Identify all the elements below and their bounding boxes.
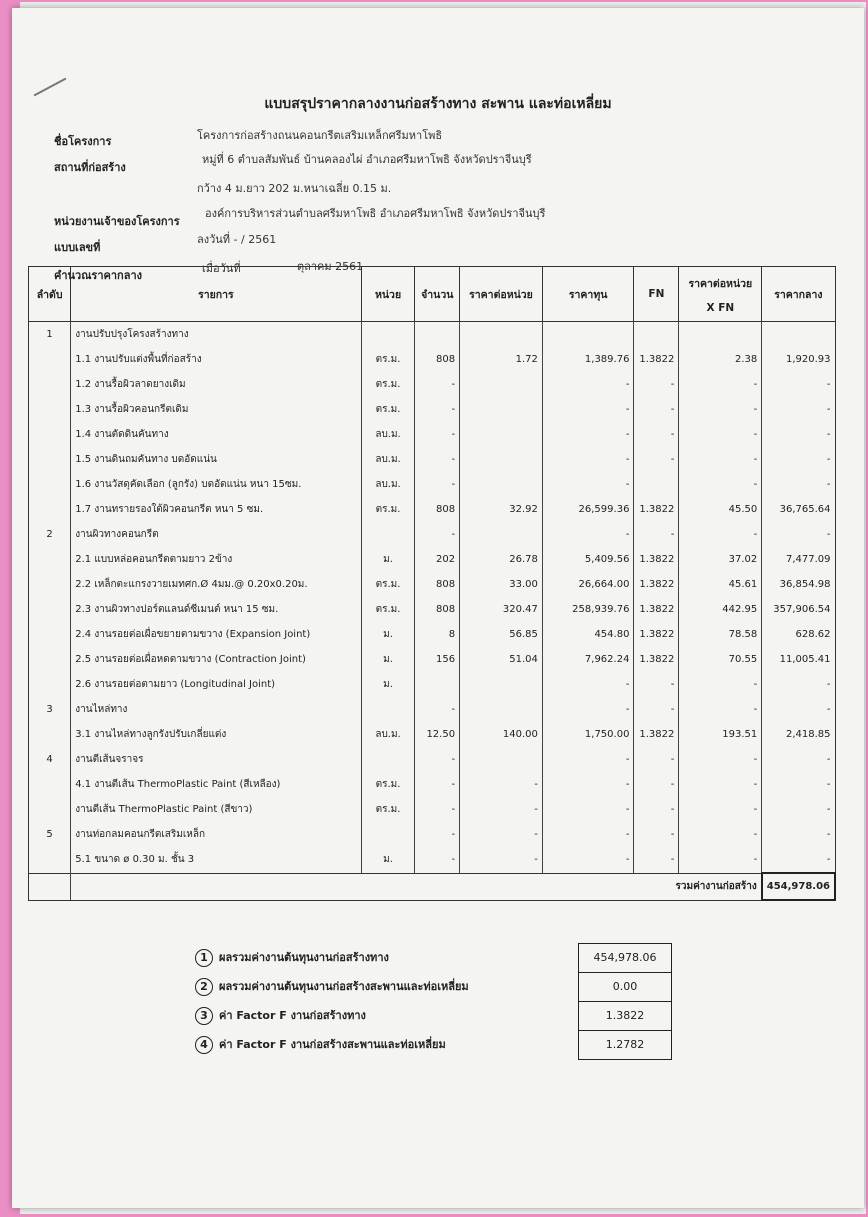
cell-upfn: - (679, 447, 762, 472)
cell-cost: - (542, 422, 634, 447)
cell-mid: 11,005.41 (762, 647, 835, 672)
cell-qty: - (415, 697, 460, 722)
cell-up: 320.47 (460, 597, 543, 622)
table-row (29, 572, 836, 597)
cell-unit: ตร.ม. (361, 397, 415, 422)
dimensions: กว้าง 4 ม.ยาว 202 ม.หนาเฉลี่ย 0.15 ม. (197, 182, 392, 195)
cell-item: 5.1 ขนาด ø 0.30 ม. ชั้น 3 (71, 847, 361, 873)
cell-item: 2.4 งานรอยต่อเผื่อขยายตามขวาง (Expansion Joint) (71, 622, 361, 647)
cell-mid: 1,920.93 (762, 347, 835, 372)
summary-value: 1.2782 (578, 1030, 672, 1060)
summary-line (195, 948, 389, 967)
cell-qty: 808 (415, 497, 460, 522)
cell-up (460, 447, 543, 472)
summary-number: 3 (195, 1007, 213, 1025)
cell-upfn: - (679, 797, 762, 822)
cell-item: 2.5 งานรอยต่อเผื่อหดตามขวาง (Contraction Joint) (71, 647, 361, 672)
cell-unit: ลบ.ม. (361, 422, 415, 447)
cell-cost: 7,962.24 (542, 647, 634, 672)
table-row (29, 397, 836, 422)
cell-unit: ตร.ม. (361, 572, 415, 597)
cost-table (28, 266, 836, 901)
cell-fn: 1.3822 (634, 547, 679, 572)
cell-qty: 8 (415, 622, 460, 647)
cell-item: 1.3 งานรื้อผิวคอนกรีตเดิม (71, 397, 361, 422)
location-label: สถานที่ก่อสร้าง (54, 161, 126, 174)
cell-upfn: 442.95 (679, 597, 762, 622)
summary-label: ค่า Factor F งานก่อสร้างสะพานและท่อเหลี่ยม (219, 1038, 446, 1051)
cell-mid: - (762, 847, 835, 873)
table-row (29, 647, 836, 672)
cell-fn: - (634, 747, 679, 772)
cell-qty: - (415, 522, 460, 547)
cell-no: 1 (29, 322, 71, 348)
cell-upfn: - (679, 747, 762, 772)
cell-cost: 1,750.00 (542, 722, 634, 747)
cell-item: 2.6 งานรอยต่อตามยาว (Longitudinal Joint) (71, 672, 361, 697)
cell-mid: 36,854.98 (762, 572, 835, 597)
cell-mid: - (762, 672, 835, 697)
summary-line (195, 1035, 446, 1054)
cell-qty: 808 (415, 347, 460, 372)
table-row (29, 472, 836, 497)
table-row (29, 547, 836, 572)
cell-mid: - (762, 747, 835, 772)
cell-no (29, 847, 71, 873)
plan-label: แบบเลขที่ (54, 241, 101, 254)
cell-fn: - (634, 847, 679, 873)
cell-upfn: - (679, 397, 762, 422)
cell-qty: - (415, 847, 460, 873)
cell-item: 1.6 งานวัสดุคัดเลือก (ลูกรัง) บดอัดแน่น หนา 15ซม. (71, 472, 361, 497)
cell-mid: - (762, 397, 835, 422)
cell-unit: ม. (361, 622, 415, 647)
cell-unit: ตร.ม. (361, 772, 415, 797)
cell-unit (361, 747, 415, 772)
cell-up: 26.78 (460, 547, 543, 572)
table-header-row (29, 267, 836, 322)
cell-no (29, 797, 71, 822)
cell-item: 1.4 งานตัดดินคันทาง (71, 422, 361, 447)
cell-qty: - (415, 372, 460, 397)
summary-line (195, 1006, 366, 1025)
cell-mid: - (762, 472, 835, 497)
project-name-label: ชื่อโครงการ (54, 135, 112, 148)
cell-no (29, 772, 71, 797)
table-row (29, 422, 836, 447)
cell-no (29, 472, 71, 497)
cell-mid: - (762, 522, 835, 547)
cell-up: - (460, 822, 543, 847)
cell-cost: - (542, 372, 634, 397)
cell-no (29, 672, 71, 697)
table-row (29, 847, 836, 873)
cell-cost: 454.80 (542, 622, 634, 647)
table-row (29, 747, 836, 772)
cell-mid: - (762, 772, 835, 797)
cell-upfn: 37.02 (679, 547, 762, 572)
cell-fn (634, 472, 679, 497)
cell-no (29, 547, 71, 572)
cell-mid: - (762, 447, 835, 472)
cell-unit: ม. (361, 647, 415, 672)
cell-unit: ตร.ม. (361, 797, 415, 822)
cell-unit (361, 322, 415, 348)
cell-item: งานตีเส้น ThermoPlastic Paint (สีขาว) (71, 797, 361, 822)
summary-label: ผลรวมค่างานต้นทุนงานก่อสร้างสะพานและท่อเหลี่ยม (219, 980, 469, 993)
cell-unit: ตร.ม. (361, 347, 415, 372)
cell-cost: - (542, 672, 634, 697)
summary-number: 1 (195, 949, 213, 967)
cell-upfn: - (679, 822, 762, 847)
cell-upfn: - (679, 422, 762, 447)
summary-value: 0.00 (578, 972, 672, 1002)
cell-cost: 26,664.00 (542, 572, 634, 597)
cell-fn: 1.3822 (634, 622, 679, 647)
table-row (29, 722, 836, 747)
cell-cost: - (542, 797, 634, 822)
cell-cost: 258,939.76 (542, 597, 634, 622)
cell-up (460, 697, 543, 722)
cell-qty: 12.50 (415, 722, 460, 747)
cell-item: 1.7 งานทรายรองใต้ผิวคอนกรีต หนา 5 ซม. (71, 497, 361, 522)
header-qty: จำนวน (415, 267, 460, 322)
cell-cost (542, 322, 634, 348)
table-row (29, 797, 836, 822)
header-unit-price: ราคาต่อหน่วย (460, 267, 543, 322)
cell-no (29, 647, 71, 672)
cell-up: 33.00 (460, 572, 543, 597)
cell-fn: 1.3822 (634, 647, 679, 672)
table-row (29, 597, 836, 622)
calc-date: ตุลาคม 2561 (297, 260, 364, 273)
page-title: แบบสรุปราคากลางงานก่อสร้างทาง สะพาน และท่อเหลี่ยม (264, 96, 612, 112)
cell-upfn: 45.61 (679, 572, 762, 597)
table-row (29, 447, 836, 472)
cell-mid: 628.62 (762, 622, 835, 647)
owner-label: หน่วยงานเจ้าของโครงการ (54, 215, 180, 228)
cell-cost: 26,599.36 (542, 497, 634, 522)
cell-no (29, 447, 71, 472)
table-row (29, 522, 836, 547)
cell-up (460, 747, 543, 772)
cell-up (460, 372, 543, 397)
header-fn: FN (634, 267, 679, 322)
cell-fn: - (634, 422, 679, 447)
calc-date-label: เมื่อวันที่ (202, 262, 241, 275)
cell-qty: - (415, 447, 460, 472)
cell-unit: ลบ.ม. (361, 722, 415, 747)
cell-upfn: 78.58 (679, 622, 762, 647)
cell-fn: - (634, 822, 679, 847)
calc-label: คำนวณราคากลาง (54, 269, 143, 282)
cell-item: 3.1 งานไหล่ทางลูกรังปรับเกลี่ยแต่ง (71, 722, 361, 747)
cell-cost: - (542, 772, 634, 797)
table-row (29, 372, 836, 397)
summary-label: ค่า Factor F งานก่อสร้างทาง (219, 1009, 366, 1022)
header-item: รายการ (71, 267, 361, 322)
cell-qty: 202 (415, 547, 460, 572)
cell-fn: - (634, 797, 679, 822)
cell-qty: - (415, 422, 460, 447)
cell-upfn: 70.55 (679, 647, 762, 672)
cell-no (29, 372, 71, 397)
cell-unit: ตร.ม. (361, 597, 415, 622)
cell-up: 1.72 (460, 347, 543, 372)
total-value: 454,978.06 (762, 873, 835, 900)
cell-upfn: 193.51 (679, 722, 762, 747)
cell-no (29, 572, 71, 597)
cell-item: 2.1 แบบหล่อคอนกรีตตามยาว 2ข้าง (71, 547, 361, 572)
cell-no (29, 422, 71, 447)
cell-unit: ลบ.ม. (361, 447, 415, 472)
cell-no: 5 (29, 822, 71, 847)
cell-mid: - (762, 797, 835, 822)
table-row (29, 322, 836, 348)
cell-fn (634, 322, 679, 348)
cell-unit (361, 822, 415, 847)
summary-number: 4 (195, 1036, 213, 1054)
total-row (29, 873, 836, 900)
cell-fn: - (634, 397, 679, 422)
cell-qty: 156 (415, 647, 460, 672)
cell-fn: 1.3822 (634, 572, 679, 597)
header-unit-price-fn-line2: X FN (706, 301, 735, 314)
owner: องค์การบริหารส่วนตำบลศรีมหาโพธิ อำเภอศรีมหาโพธิ จังหวัดปราจีนบุรี (205, 207, 546, 220)
cell-mid: 36,765.64 (762, 497, 835, 522)
cell-item: 1.5 งานดินถมคันทาง บดอัดแน่น (71, 447, 361, 472)
cell-mid: - (762, 372, 835, 397)
cell-up (460, 522, 543, 547)
cell-item: งานท่อกลมคอนกรีตเสริมเหล็ก (71, 822, 361, 847)
cell-qty: - (415, 822, 460, 847)
cell-cost: - (542, 447, 634, 472)
cell-mid: - (762, 422, 835, 447)
cell-qty: 808 (415, 597, 460, 622)
cell-item: งานตีเส้นจราจร (71, 747, 361, 772)
cell-mid: - (762, 697, 835, 722)
cell-mid: 7,477.09 (762, 547, 835, 572)
cell-fn: - (634, 772, 679, 797)
cell-item: งานผิวทางคอนกรีต (71, 522, 361, 547)
cell-upfn (679, 322, 762, 348)
cell-up (460, 672, 543, 697)
table-row (29, 822, 836, 847)
cell-mid: 2,418.85 (762, 722, 835, 747)
cell-cost: - (542, 747, 634, 772)
cell-unit: ม. (361, 547, 415, 572)
cell-item: งานไหล่ทาง (71, 697, 361, 722)
cell-up (460, 422, 543, 447)
cell-up: 32.92 (460, 497, 543, 522)
cell-fn: - (634, 447, 679, 472)
summary-label: ผลรวมค่างานต้นทุนงานก่อสร้างทาง (219, 951, 389, 964)
cell-mid (762, 322, 835, 348)
cell-no (29, 722, 71, 747)
cell-unit (361, 697, 415, 722)
table-row (29, 672, 836, 697)
cell-no (29, 347, 71, 372)
cell-cost: - (542, 472, 634, 497)
plan-date: ลงวันที่ - / 2561 (197, 233, 277, 246)
cell-up (460, 472, 543, 497)
cell-unit: ม. (361, 672, 415, 697)
cell-no (29, 597, 71, 622)
summary-number: 2 (195, 978, 213, 996)
cell-unit: ตร.ม. (361, 372, 415, 397)
table-row (29, 497, 836, 522)
cell-no (29, 497, 71, 522)
cell-item: 1.1 งานปรับแต่งพื้นที่ก่อสร้าง (71, 347, 361, 372)
cell-cost: - (542, 847, 634, 873)
cell-unit (361, 522, 415, 547)
cell-qty: - (415, 772, 460, 797)
cell-no: 3 (29, 697, 71, 722)
cell-up (460, 322, 543, 348)
cell-fn: 1.3822 (634, 722, 679, 747)
cell-up: 140.00 (460, 722, 543, 747)
cell-no: 4 (29, 747, 71, 772)
cell-upfn: - (679, 522, 762, 547)
cell-upfn: - (679, 672, 762, 697)
cell-cost: 5,409.56 (542, 547, 634, 572)
summary-value: 1.3822 (578, 1001, 672, 1031)
cell-cost: 1,389.76 (542, 347, 634, 372)
header-mid-price: ราคากลาง (762, 267, 835, 322)
cell-upfn: - (679, 372, 762, 397)
cell-qty: - (415, 397, 460, 422)
summary-line (195, 977, 469, 996)
cell-unit: ตร.ม. (361, 497, 415, 522)
cell-qty: - (415, 472, 460, 497)
project-name: โครงการก่อสร้างถนนคอนกรีตเสริมเหล็กศรีมหาโพธิ (197, 129, 443, 142)
cell-no: 2 (29, 522, 71, 547)
cell-mid: - (762, 822, 835, 847)
cell-cost: - (542, 397, 634, 422)
cell-fn: - (634, 522, 679, 547)
cell-qty: - (415, 797, 460, 822)
cell-item: 2.2 เหล็กตะแกรงวายเมทศก.Ø 4มม.@ 0.20x0.20ม. (71, 572, 361, 597)
cell-up: - (460, 772, 543, 797)
header-unit-price-fn-line1: ราคาต่อหน่วย (688, 277, 753, 290)
cell-upfn: - (679, 697, 762, 722)
cell-item: 2.3 งานผิวทางปอร์ตแลนด์ซีเมนต์ หนา 15 ซม. (71, 597, 361, 622)
table-row (29, 772, 836, 797)
cell-item: 4.1 งานตีเส้น ThermoPlastic Paint (สีเหลือง) (71, 772, 361, 797)
summary-value: 454,978.06 (578, 943, 672, 973)
cell-up: - (460, 847, 543, 873)
cell-up: 56.85 (460, 622, 543, 647)
header-no: ลำดับ (29, 267, 71, 322)
cell-upfn: - (679, 847, 762, 873)
cell-cost: - (542, 522, 634, 547)
cell-item: งานปรับปรุงโครงสร้างทาง (71, 322, 361, 348)
cell-unit: ม. (361, 847, 415, 873)
cell-up: - (460, 797, 543, 822)
cell-qty (415, 672, 460, 697)
cell-item: 1.2 งานรื้อผิวลาดยางเดิม (71, 372, 361, 397)
cell-qty (415, 322, 460, 348)
cell-up: 51.04 (460, 647, 543, 672)
table-row (29, 697, 836, 722)
cell-up (460, 397, 543, 422)
table-row (29, 622, 836, 647)
header-cost: ราคาทุน (542, 267, 634, 322)
cell-upfn: - (679, 472, 762, 497)
cell-no (29, 397, 71, 422)
location: หมู่ที่ 6 ตำบลสัมพันธ์ บ้านคลองไผ่ อำเภอศรีมหาโพธิ จังหวัดปราจีนบุรี (202, 153, 532, 166)
cell-fn: - (634, 697, 679, 722)
header-unit-price-fn (679, 267, 762, 322)
cell-upfn: 2.38 (679, 347, 762, 372)
total-label: รวมค่างานก่อสร้าง (71, 873, 762, 900)
cell-qty: - (415, 747, 460, 772)
cell-cost: - (542, 822, 634, 847)
cell-cost: - (542, 697, 634, 722)
header-unit: หน่วย (361, 267, 415, 322)
cell-fn: - (634, 372, 679, 397)
cell-fn: 1.3822 (634, 497, 679, 522)
cell-fn: - (634, 672, 679, 697)
cell-fn: 1.3822 (634, 597, 679, 622)
cell-no (29, 622, 71, 647)
cell-fn: 1.3822 (634, 347, 679, 372)
table-row (29, 347, 836, 372)
cell-qty: 808 (415, 572, 460, 597)
cell-unit: ลบ.ม. (361, 472, 415, 497)
cell-mid: 357,906.54 (762, 597, 835, 622)
cell-upfn: 45.50 (679, 497, 762, 522)
cell-upfn: - (679, 772, 762, 797)
